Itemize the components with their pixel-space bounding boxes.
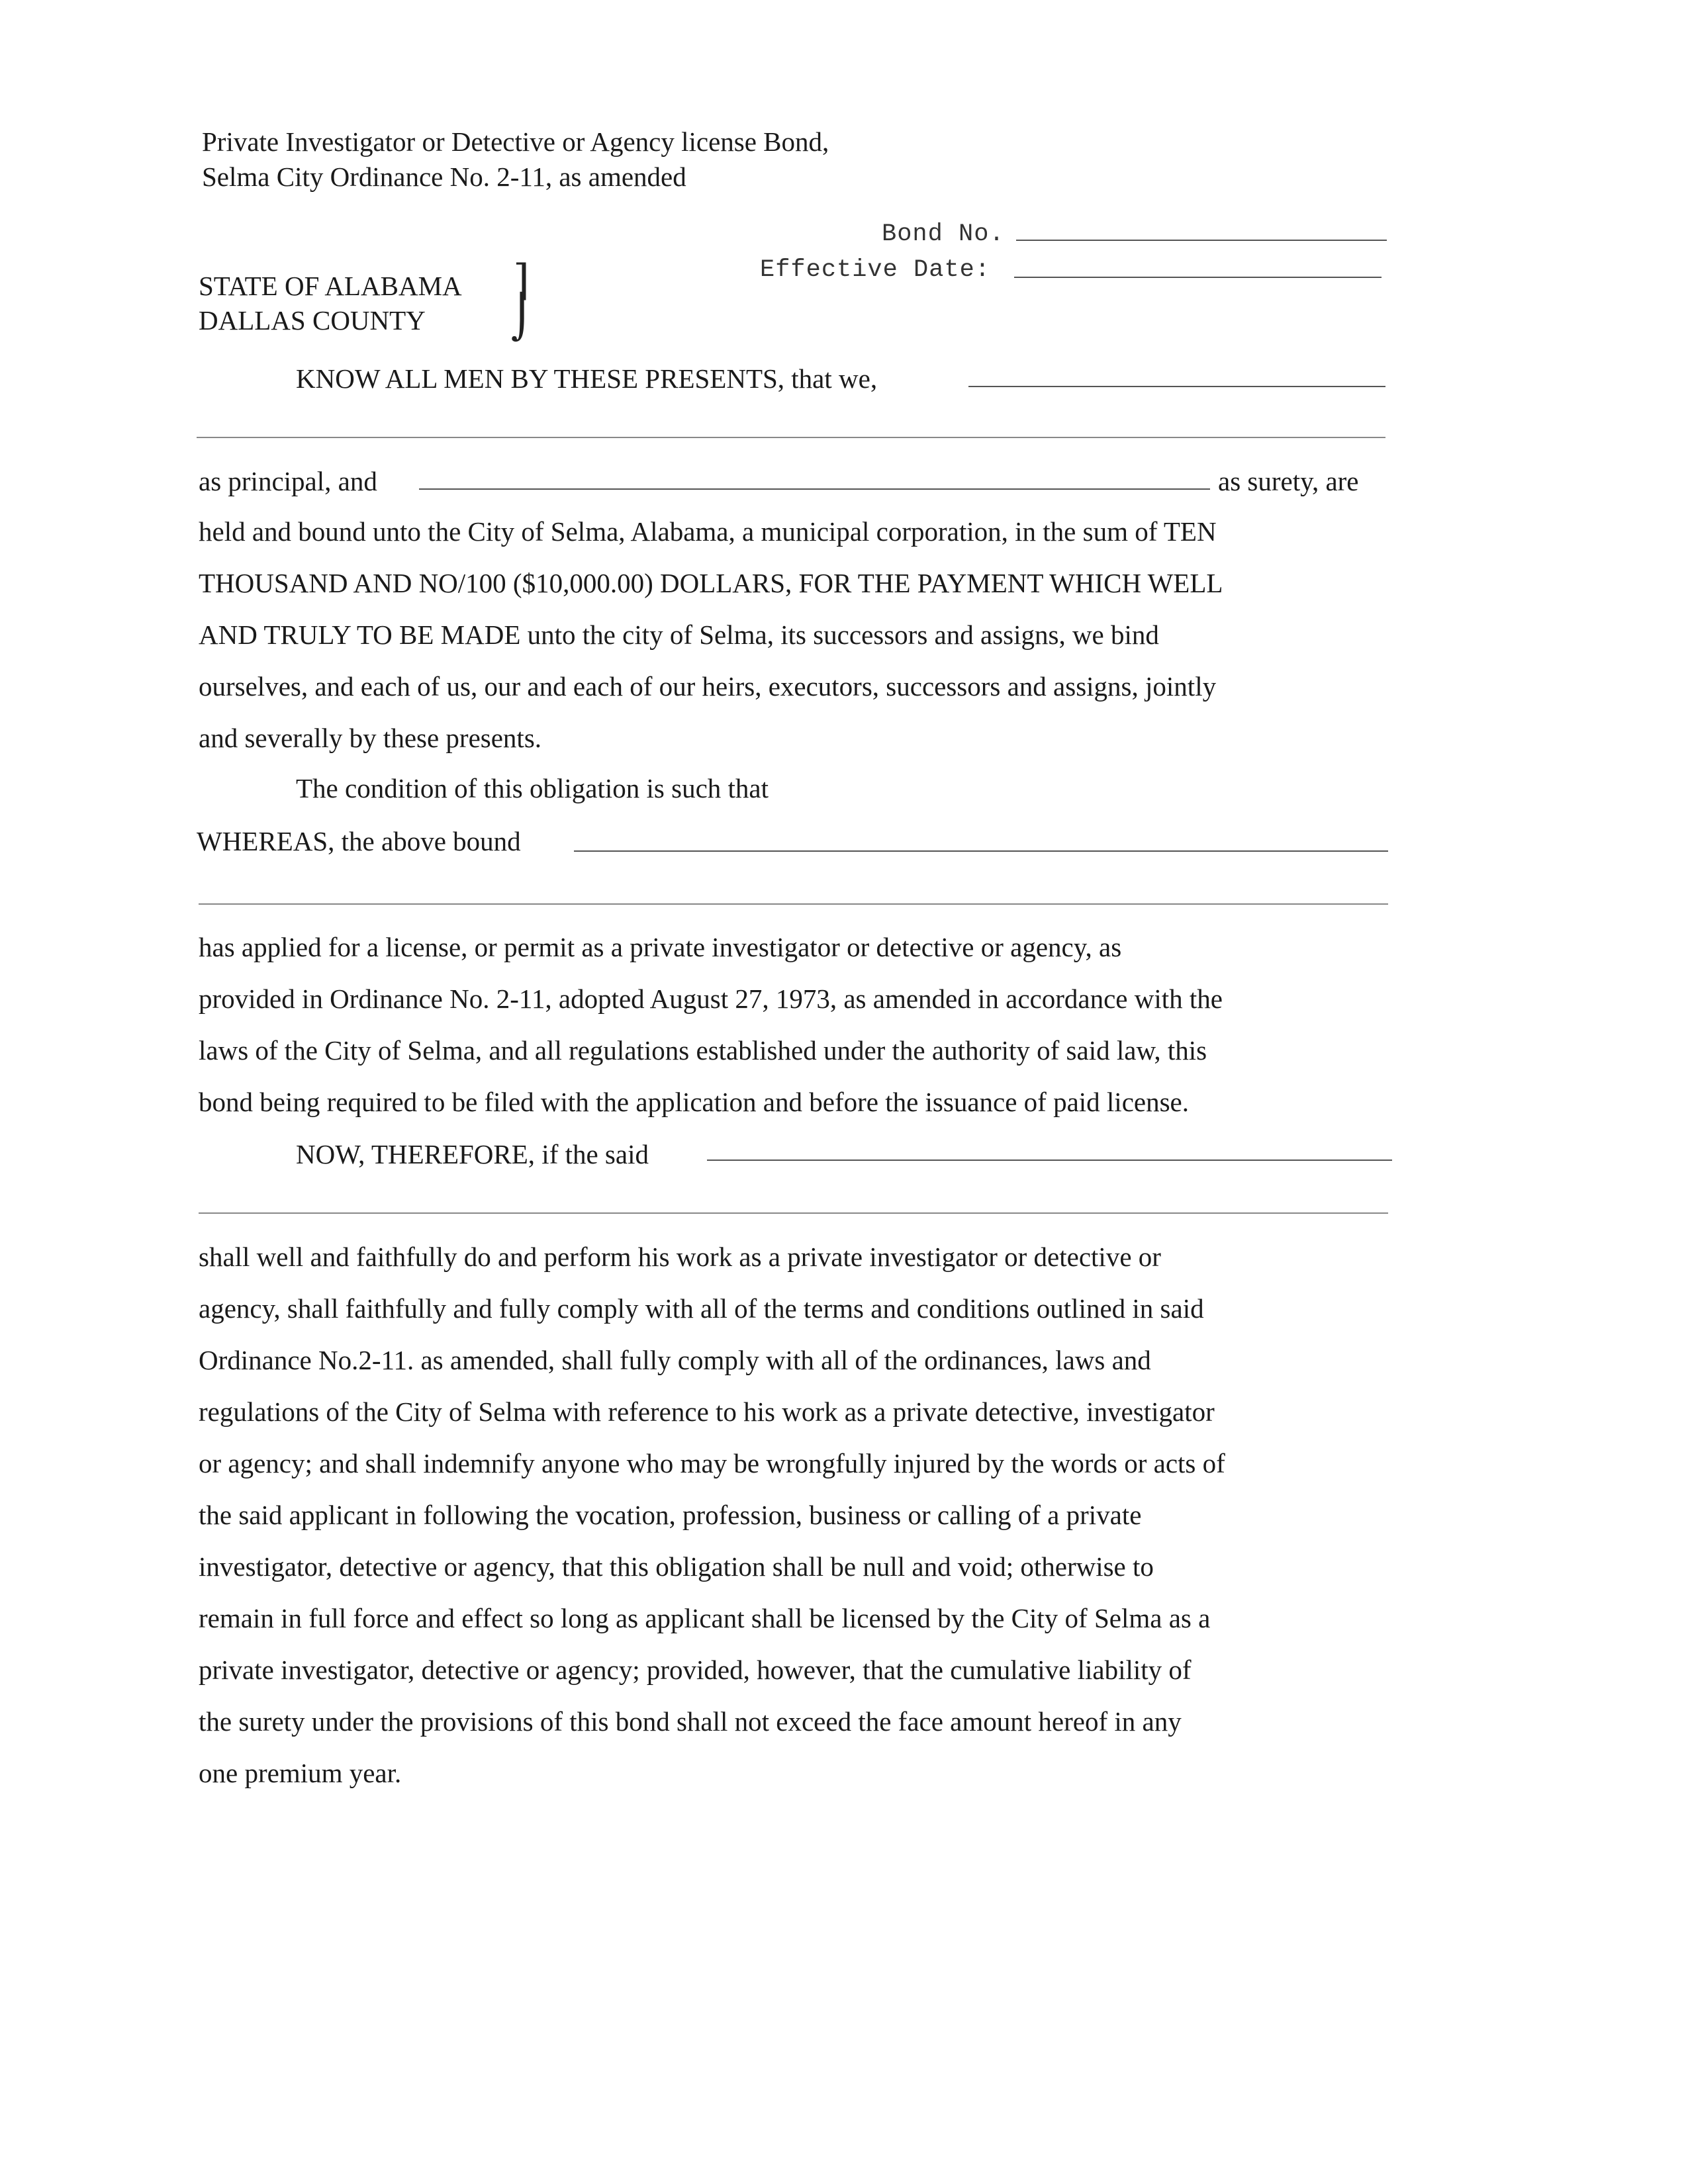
binding-paragraph <box>199 506 1410 764</box>
obligation-line: investigator, detective or agency, that this obligation shall be null and void; otherwise to <box>199 1551 1154 1582</box>
surety-name-field[interactable] <box>419 488 1210 490</box>
condition-intro: The condition of this obligation is such that <box>296 773 769 803</box>
applied-line: provided in Ordinance No. 2-11, adopted August 27, 1973, as amended in accordance with the <box>199 983 1223 1014</box>
venue-county: DALLAS COUNTY <box>199 305 426 336</box>
venue-state: STATE OF ALABAMA <box>199 271 462 301</box>
header-title-line2: Selma City Ordinance No. 2-11, as amended <box>202 161 686 192</box>
obligation-line: the said applicant in following the vocation, profession, business or calling of a private <box>199 1500 1142 1530</box>
obligation-line: remain in full force and effect so long as applicant shall be licensed by the City of Selma as a <box>199 1603 1211 1633</box>
obligation-line: agency, shall faithfully and fully comply with all of the terms and conditions outlined in said <box>199 1293 1204 1324</box>
binding-line: and severally by these presents. <box>199 723 542 753</box>
effective-date-field[interactable] <box>1014 277 1382 278</box>
as-surety-text: as surety, are <box>1218 466 1359 496</box>
binding-line: THOUSAND AND NO/100 ($10,000.00) DOLLARS, FOR THE PAYMENT WHICH WELL <box>199 568 1223 598</box>
bond-no-field[interactable] <box>1016 240 1387 241</box>
venue-brace-bottom: ⌡ <box>511 293 534 342</box>
principal-name-field-line2[interactable] <box>197 437 1385 438</box>
bound-party-field-line2[interactable] <box>199 903 1388 905</box>
obligation-paragraph <box>199 1231 1410 1799</box>
binding-line: held and bound unto the City of Selma, Alabama, a municipal corporation, in the sum of TEN <box>199 516 1217 547</box>
venue-brace-top: ⌉ <box>513 256 530 305</box>
applied-paragraph <box>199 921 1410 1128</box>
bound-party-field[interactable] <box>574 850 1388 852</box>
applied-line: has applied for a license, or permit as a private investigator or detective or agency, as <box>199 932 1122 962</box>
as-principal-text: as principal, and <box>199 466 377 496</box>
obligation-line: one premium year. <box>199 1758 402 1788</box>
applied-line: laws of the City of Selma, and all regulations established under the authority of said law, this <box>199 1035 1207 1066</box>
obligation-line: or agency; and shall indemnify anyone who may be wrongfully injured by the words or acts of <box>199 1448 1225 1479</box>
principal-name-field[interactable] <box>968 386 1385 387</box>
know-all-men-text: KNOW ALL MEN BY THESE PRESENTS, that we, <box>296 363 878 394</box>
obligation-line: Ordinance No.2-11. as amended, shall fully comply with all of the ordinances, laws and <box>199 1345 1151 1375</box>
binding-line: ourselves, and each of us, our and each of our heirs, executors, successors and assigns, jointly <box>199 671 1217 702</box>
obligation-line: regulations of the City of Selma with reference to his work as a private detective, investigator <box>199 1396 1215 1427</box>
bond-no-label: Bond No. <box>882 220 1005 248</box>
binding-line: AND TRULY TO BE MADE unto the city of Selma, its successors and assigns, we bind <box>199 619 1159 650</box>
effective-date-label: Effective Date: <box>760 256 991 284</box>
obligation-line: private investigator, detective or agency; provided, however, that the cumulative liability of <box>199 1655 1192 1685</box>
said-party-field-line2[interactable] <box>199 1212 1388 1214</box>
obligation-line: shall well and faithfully do and perform his work as a private investigator or detective or <box>199 1242 1161 1272</box>
said-party-field[interactable] <box>707 1160 1392 1161</box>
now-therefore-text: NOW, THEREFORE, if the said <box>296 1139 649 1169</box>
obligation-line: the surety under the provisions of this bond shall not exceed the face amount hereof in any <box>199 1706 1182 1737</box>
header-title-line1: Private Investigator or Detective or Agency license Bond, <box>202 126 829 157</box>
whereas-text: WHEREAS, the above bound <box>197 826 521 856</box>
applied-line: bond being required to be filed with the application and before the issuance of paid license. <box>199 1087 1189 1117</box>
